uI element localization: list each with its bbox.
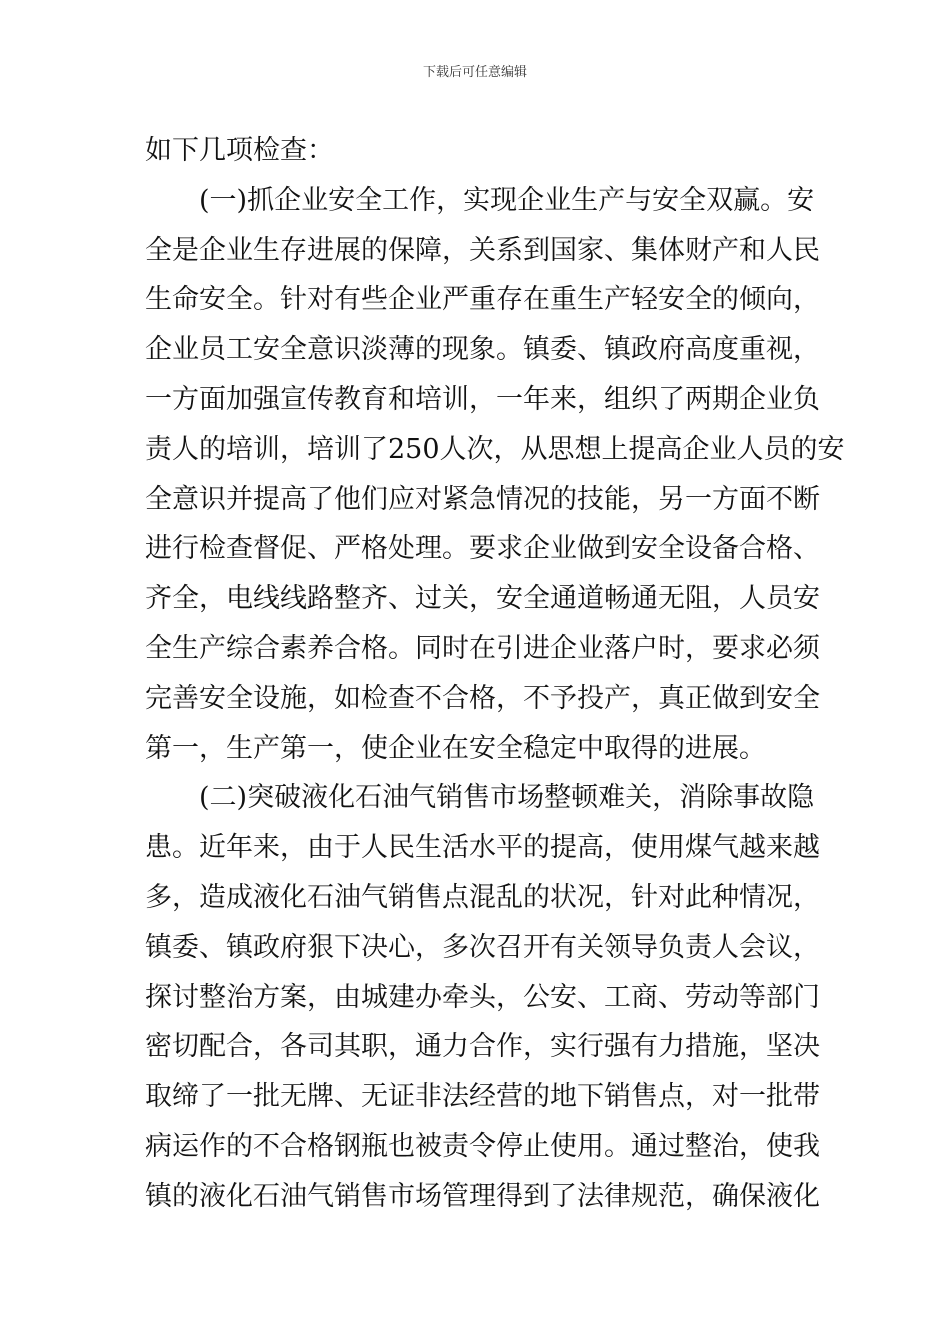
text-line: 完善安全设施，如检查不合格，不予投产，真正做到安全 [145,682,820,714]
text-line: 镇委、镇政府狠下决心，多次召开有关领导负责人会议， [145,931,820,963]
document-body [145,126,845,1222]
text-line: 企业员工安全意识淡薄的现象。镇委、镇政府高度重视， [145,334,820,366]
text-line: 全生产综合素养合格。同时在引进企业落户时，要求必须 [145,632,820,664]
text-line: 一方面加强宣传教育和培训，一年来，组织了两期企业负 [145,383,820,415]
text-line: 责人的培训，培训了250人次，从思想上提高企业人员的安 [145,433,845,465]
text-line: 密切配合，各司其职，通力合作，实行强有力措施，坚决 [145,1031,820,1063]
text-line: 如下几项检查： [145,135,334,166]
text-line: (一)抓企业安全工作，实现企业生产与安全双赢。安 [199,184,815,216]
text-line: 齐全，电线线路整齐、过关，安全通道畅通无阻，人员安 [145,583,820,615]
text-line: 进行检查督促、严格处理。要求企业做到安全设备合格、 [145,533,820,565]
text-line: (二)突破液化石油气销售市场整顿难关，消除事故隐 [199,782,815,814]
text-line: 多，造成液化石油气销售点混乱的状况，针对此种情况， [145,881,820,913]
text-line: 患。近年来，由于人民生活水平的提高，使用煤气越来越 [145,832,820,864]
text-line: 第一，生产第一，使企业在安全稳定中取得的进展。 [145,732,766,764]
text-line: 生命安全。针对有些企业严重存在重生产轻安全的倾向， [145,284,820,316]
page-header: 下载后可任意编辑 [422,65,527,80]
text-line: 镇的液化石油气销售市场管理得到了法律规范，确保液化 [145,1180,820,1212]
text-line: 全是企业生存进展的保障，关系到国家、集体财产和人民 [145,234,820,266]
text-line: 取缔了一批无牌、无证非法经营的地下销售点，对一批带 [145,1081,820,1113]
text-line: 全意识并提高了他们应对紧急情况的技能，另一方面不断 [145,483,820,515]
text-line: 病运作的不合格钢瓶也被责令停止使用。通过整治，使我 [145,1130,820,1162]
text-line: 探讨整治方案，由城建办牵头，公安、工商、劳动等部门 [145,981,820,1013]
